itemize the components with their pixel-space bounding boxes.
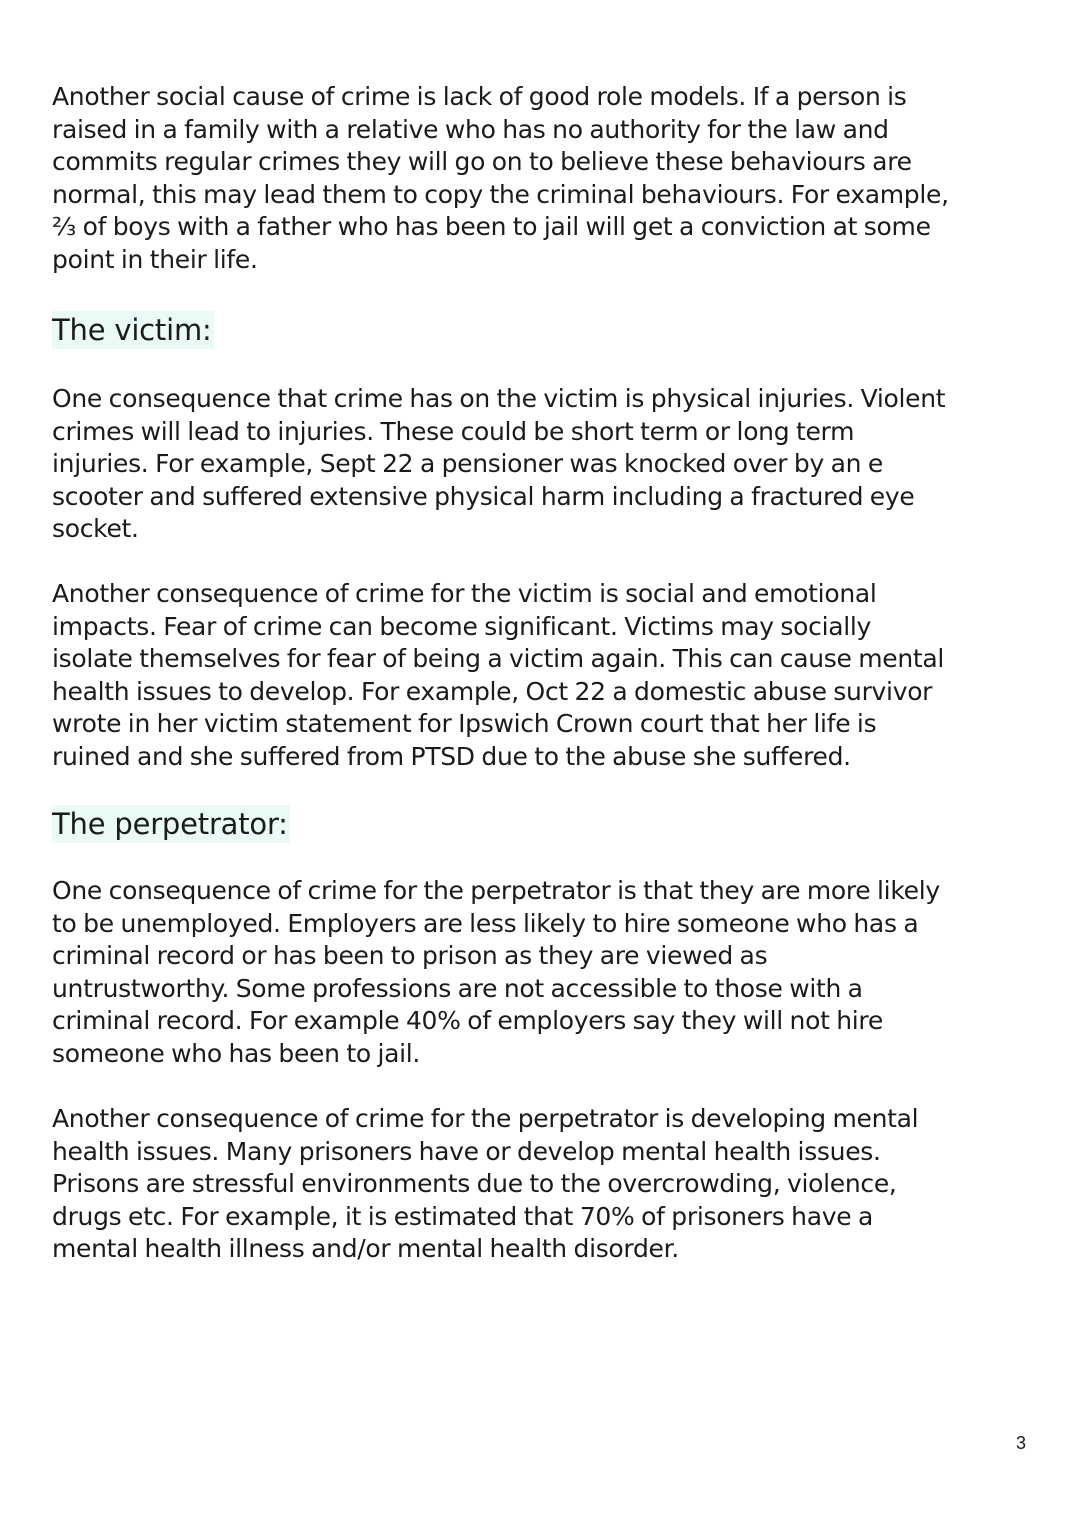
text-line: One consequence that crime has on the victim is physical injuries. Violent [52,384,946,413]
text-line: someone who has been to jail. [52,1038,421,1068]
heading-victim: The victim: [52,313,212,347]
text-line: point in their life. [52,244,258,274]
text-line: isolate themselves for fear of being a victim again. This can cause mental [52,644,945,673]
text-line: wrote in her victim statement for Ipswich Crown court that her life is [52,709,877,738]
text-line: ruined and she suffered from PTSD due to the abuse she suffered. [52,741,851,771]
paragraph-role-models [52,81,1037,276]
text-line: raised in a family with a relative who has no authority for the law and [52,114,889,144]
text-line: crimes will lead to injuries. These could be short term or long term [52,416,855,446]
text-line: criminal record or has been to prison as they are viewed as [52,941,768,970]
text-line: socket. [52,514,139,543]
text-line: Another consequence of crime for the victim is social and emotional [52,579,877,608]
paragraph-victim-social [52,578,1037,773]
text-line: mental health illness and/or mental health disorder. [52,1234,679,1263]
text-line: health issues to develop. For example, Oct 22 a domestic abuse survivor [52,676,933,706]
text-line: criminal record. For example 40% of employers say they will not hire [52,1006,883,1035]
text-line: ⅔ of boys with a father who has been to jail will get a conviction at some [52,212,931,241]
text-line: to be unemployed. Employers are less likely to hire someone who has a [52,908,919,938]
text-line: Another social cause of crime is lack of good role models. If a person is [52,82,907,111]
text-line: injuries. For example, Sept 22 a pensioner was knocked over by an e [52,449,883,478]
paragraph-perpetrator-unemployed [52,875,1037,1070]
text-line: untrustworthy. Some professions are not accessible to those with a [52,973,863,1003]
text-line: normal, this may lead them to copy the criminal behaviours. For example, [52,179,949,209]
text-line: One consequence of crime for the perpetrator is that they are more likely [52,876,940,905]
text-line: commits regular crimes they will go on to believe these behaviours are [52,147,912,176]
text-line: scooter and suffered extensive physical harm including a fractured eye [52,481,915,511]
paragraph-perpetrator-mental [52,1103,1037,1266]
page-number: 3 [1015,1433,1026,1453]
text-line: drugs etc. For example, it is estimated that 70% of prisoners have a [52,1201,873,1231]
text-line: health issues. Many prisoners have or develop mental health issues. [52,1136,881,1166]
text-line: impacts. Fear of crime can become significant. Victims may socially [52,611,872,641]
paragraph-victim-physical [52,383,1037,546]
text-line: Another consequence of crime for the perpetrator is developing mental [52,1104,919,1133]
text-line: Prisons are stressful environments due to the overcrowding, violence, [52,1169,897,1198]
heading-perpetrator: The perpetrator: [52,807,288,841]
